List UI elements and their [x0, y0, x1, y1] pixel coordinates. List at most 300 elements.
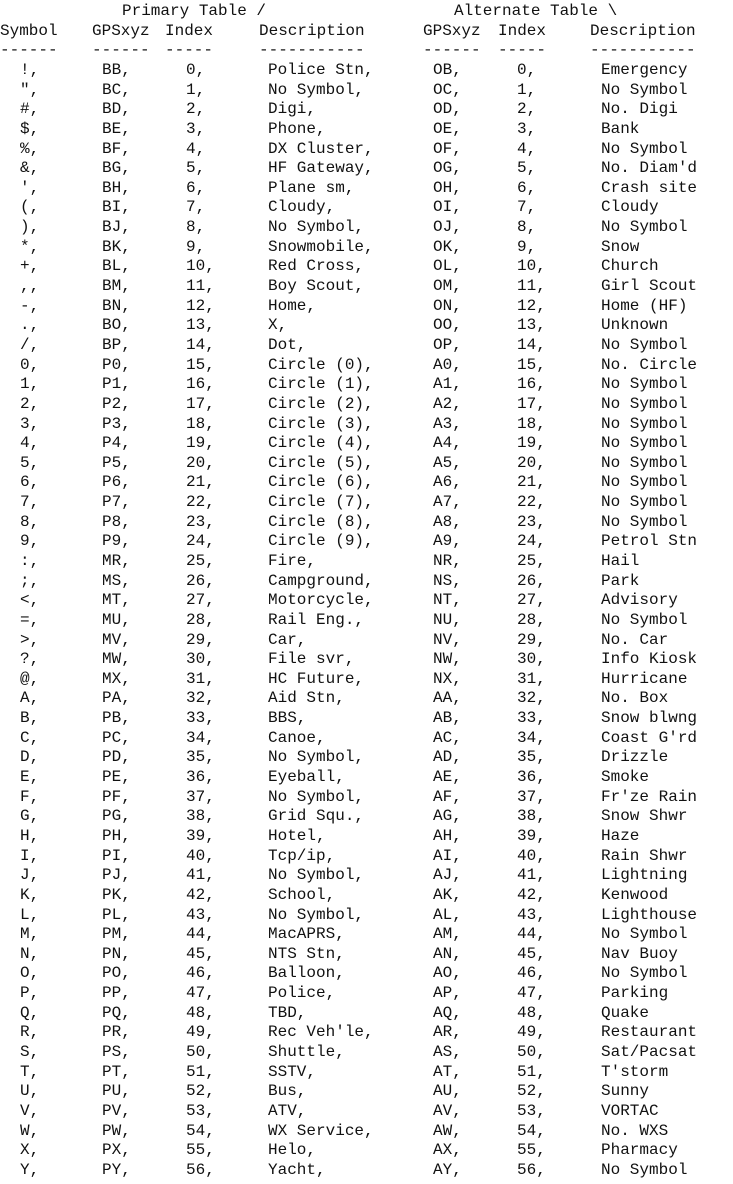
alternate-description-cell: No Symbol [601, 512, 688, 531]
alternate-gpsxyz-cell: OD, [433, 100, 462, 119]
alternate-gpsxyz-cell: AC, [433, 728, 462, 747]
alternate-index-cell: 36, [517, 768, 546, 787]
primary-index-cell: 47, [186, 984, 215, 1003]
primary-description-cell: Bus, [268, 1082, 307, 1101]
symbol-cell: 9, [20, 532, 40, 551]
primary-index-cell: 22, [186, 493, 215, 512]
alternate-index-cell: 16, [517, 375, 546, 394]
primary-gpsxyz-cell: PY, [102, 1160, 131, 1179]
primary-description-cell: SSTV, [268, 1062, 317, 1081]
alternate-gpsxyz-cell: AH, [433, 826, 462, 845]
alternate-description-cell: No Symbol [601, 394, 688, 413]
alternate-index-cell: 10, [517, 257, 546, 276]
table-row [0, 670, 733, 690]
primary-gpsxyz-cell: PH, [102, 826, 131, 845]
primary-description-cell: Tcp/ip, [268, 846, 336, 865]
primary-gpsxyz-cell: PB, [102, 709, 131, 728]
table-row [0, 257, 733, 277]
alternate-description-cell: Church [601, 257, 659, 276]
table-row [0, 140, 733, 160]
symbol-cell: U, [20, 1082, 40, 1101]
alternate-description-cell: Advisory [601, 591, 678, 610]
alternate-gpsxyz-cell: A1, [433, 375, 462, 394]
symbol-cell: A, [20, 689, 40, 708]
alternate-gpsxyz-cell: AW, [433, 1121, 462, 1140]
alternate-index-cell: 23, [517, 512, 546, 531]
primary-index-cell: 33, [186, 709, 215, 728]
primary-index-cell: 20, [186, 453, 215, 472]
primary-index-cell: 24, [186, 532, 215, 551]
alternate-index-cell: 41, [517, 866, 546, 885]
table-row [0, 729, 733, 749]
alternate-gpsxyz-cell: AN, [433, 944, 462, 963]
underline-primary-gpsxyz: ------ [92, 41, 150, 59]
primary-gpsxyz-cell: BD, [102, 100, 131, 119]
alternate-description-cell: No Symbol [601, 453, 688, 472]
alternate-description-cell: No Symbol [601, 493, 688, 512]
primary-index-cell: 32, [186, 689, 215, 708]
header-symbol: Symbol [0, 22, 58, 40]
primary-description-cell: NTS Stn, [268, 944, 345, 963]
primary-description-cell: Helo, [268, 1141, 317, 1160]
primary-index-cell: 2, [186, 100, 206, 119]
table-row [0, 375, 733, 395]
primary-index-cell: 48, [186, 1003, 215, 1022]
header-alternate-gpsxyz: GPSxyz [423, 22, 481, 40]
primary-description-cell: Phone, [268, 119, 326, 138]
symbol-cell: E, [20, 768, 40, 787]
primary-description-cell: Cloudy, [268, 198, 336, 217]
primary-index-cell: 23, [186, 512, 215, 531]
primary-index-cell: 16, [186, 375, 215, 394]
alternate-index-cell: 1, [517, 80, 537, 99]
symbol-cell: =, [20, 610, 40, 629]
alternate-index-cell: 21, [517, 473, 546, 492]
alternate-gpsxyz-cell: ON, [433, 296, 462, 315]
table-row [0, 631, 733, 651]
alternate-index-cell: 3, [517, 119, 537, 138]
alternate-index-cell: 44, [517, 925, 546, 944]
alternate-index-cell: 55, [517, 1141, 546, 1160]
alternate-index-cell: 40, [517, 846, 546, 865]
primary-gpsxyz-cell: PX, [102, 1141, 131, 1160]
symbol-cell: ,, [20, 277, 40, 296]
primary-description-cell: Digi, [268, 100, 317, 119]
primary-description-cell: X, [268, 316, 288, 335]
primary-gpsxyz-cell: PK, [102, 885, 131, 904]
alternate-gpsxyz-cell: AM, [433, 925, 462, 944]
alternate-description-cell: No Symbol [601, 610, 688, 629]
primary-index-cell: 42, [186, 885, 215, 904]
alternate-description-cell: No. WXS [601, 1121, 669, 1140]
alternate-index-cell: 2, [517, 100, 537, 119]
alternate-description-cell: Haze [601, 826, 640, 845]
alternate-description-cell: VORTAC [601, 1101, 659, 1120]
alternate-gpsxyz-cell: NX, [433, 669, 462, 688]
alternate-description-cell: No. Digi [601, 100, 678, 119]
symbol-cell: 8, [20, 512, 40, 531]
primary-index-cell: 36, [186, 768, 215, 787]
primary-description-cell: TBD, [268, 1003, 307, 1022]
primary-description-cell: Circle (5), [268, 453, 374, 472]
primary-gpsxyz-cell: P7, [102, 493, 131, 512]
alternate-description-cell: Pharmacy [601, 1141, 678, 1160]
primary-description-cell: Hotel, [268, 826, 326, 845]
symbol-cell: 2, [20, 394, 40, 413]
primary-description-cell: Police, [268, 984, 336, 1003]
primary-gpsxyz-cell: PL, [102, 905, 131, 924]
primary-description-cell: Dot, [268, 335, 307, 354]
header-primary-index: Index [165, 22, 214, 40]
primary-gpsxyz-cell: BO, [102, 316, 131, 335]
primary-index-cell: 6, [186, 178, 206, 197]
alternate-description-cell: Bank [601, 119, 640, 138]
primary-description-cell: Circle (9), [268, 532, 374, 551]
primary-gpsxyz-cell: PQ, [102, 1003, 131, 1022]
primary-gpsxyz-cell: PW, [102, 1121, 131, 1140]
header-primary-gpsxyz: GPSxyz [92, 22, 150, 40]
underline-alternate-index: ----- [498, 41, 547, 59]
alternate-description-cell: No. Box [601, 689, 669, 708]
alternate-gpsxyz-cell: OH, [433, 178, 462, 197]
symbol-cell: -, [20, 296, 40, 315]
primary-gpsxyz-cell: PR, [102, 1023, 131, 1042]
alternate-description-cell: Hail [601, 552, 640, 570]
symbol-cell: :, [20, 552, 40, 570]
table-row [0, 572, 733, 592]
alternate-index-cell: 53, [517, 1101, 546, 1120]
alternate-gpsxyz-cell: NT, [433, 591, 462, 610]
table-row [0, 415, 733, 435]
primary-index-cell: 17, [186, 394, 215, 413]
primary-index-cell: 38, [186, 807, 215, 826]
alternate-description-cell: Rain Shwr [601, 846, 688, 865]
alternate-description-cell: Fr'ze Rain [601, 787, 698, 806]
table-row [0, 218, 733, 238]
primary-description-cell: Circle (2), [268, 394, 374, 413]
symbol-cell: 1, [20, 375, 40, 394]
underline-alternate-description: ----------- [590, 41, 696, 59]
primary-gpsxyz-cell: PF, [102, 787, 131, 806]
primary-description-cell: No Symbol, [268, 787, 365, 806]
alternate-index-cell: 18, [517, 414, 546, 433]
symbol-cell: ;, [20, 571, 40, 590]
primary-description-cell: Circle (4), [268, 434, 374, 453]
symbol-cell: Q, [20, 1003, 40, 1022]
symbol-cell: L, [20, 905, 40, 924]
alternate-description-cell: Info Kiosk [601, 650, 698, 669]
alternate-description-cell: Hurricane [601, 669, 688, 688]
alternate-index-cell: 30, [517, 650, 546, 669]
alternate-gpsxyz-cell: AV, [433, 1101, 462, 1120]
table-row [0, 297, 733, 317]
alternate-index-cell: 9, [517, 237, 537, 256]
table-row [0, 611, 733, 631]
primary-description-cell: MacAPRS, [268, 925, 345, 944]
table-row [0, 945, 733, 965]
symbol-cell: R, [20, 1023, 40, 1042]
primary-index-cell: 21, [186, 473, 215, 492]
primary-gpsxyz-cell: PI, [102, 846, 131, 865]
alternate-description-cell: No Symbol [601, 473, 688, 492]
primary-description-cell: Rail Eng., [268, 610, 365, 629]
primary-gpsxyz-cell: PV, [102, 1101, 131, 1120]
symbol-cell: V, [20, 1101, 40, 1120]
alternate-description-cell: No Symbol [601, 1160, 688, 1179]
alternate-description-cell: No Symbol [601, 434, 688, 453]
table-row [0, 277, 733, 297]
alternate-gpsxyz-cell: A7, [433, 493, 462, 512]
primary-description-cell: No Symbol, [268, 866, 365, 885]
primary-gpsxyz-cell: P5, [102, 453, 131, 472]
table-row [0, 1102, 733, 1122]
alternate-description-cell: Petrol Stn [601, 532, 698, 551]
underline-primary-index: ----- [165, 41, 214, 59]
symbol-cell: ?, [20, 650, 40, 669]
alternate-gpsxyz-cell: OK, [433, 237, 462, 256]
primary-index-cell: 11, [186, 277, 215, 296]
table-row [0, 866, 733, 886]
primary-index-cell: 56, [186, 1160, 215, 1179]
alternate-index-cell: 45, [517, 944, 546, 963]
alternate-gpsxyz-cell: AB, [433, 709, 462, 728]
primary-description-cell: Canoe, [268, 728, 326, 747]
symbol-cell: @, [20, 669, 40, 688]
primary-gpsxyz-cell: P6, [102, 473, 131, 492]
alternate-description-cell: No Symbol [601, 80, 688, 99]
primary-description-cell: School, [268, 885, 336, 904]
primary-gpsxyz-cell: PA, [102, 689, 131, 708]
table-row [0, 198, 733, 218]
primary-index-cell: 1, [186, 80, 206, 99]
primary-description-cell: No Symbol, [268, 218, 365, 237]
primary-index-cell: 19, [186, 434, 215, 453]
primary-description-cell: Red Cross, [268, 257, 365, 276]
primary-description-cell: Grid Squ., [268, 807, 365, 826]
table-row [0, 532, 733, 552]
primary-gpsxyz-cell: PM, [102, 925, 131, 944]
primary-index-cell: 29, [186, 630, 215, 649]
symbol-cell: /, [20, 335, 40, 354]
table-row [0, 650, 733, 670]
alternate-description-cell: Coast G'rd [601, 728, 698, 747]
alternate-description-cell: Girl Scout [601, 277, 698, 296]
alternate-index-cell: 14, [517, 335, 546, 354]
alternate-index-cell: 15, [517, 355, 546, 374]
table-row [0, 1063, 733, 1083]
alternate-gpsxyz-cell: AO, [433, 964, 462, 983]
table-row [0, 454, 733, 474]
symbol-cell: O, [20, 964, 40, 983]
primary-index-cell: 41, [186, 866, 215, 885]
table-row [0, 807, 733, 827]
primary-gpsxyz-cell: MV, [102, 630, 131, 649]
primary-description-cell: Aid Stn, [268, 689, 345, 708]
alternate-gpsxyz-cell: OM, [433, 277, 462, 296]
primary-description-cell: No Symbol, [268, 748, 365, 767]
alternate-description-cell: Snow Shwr [601, 807, 688, 826]
alternate-description-cell: Lightning [601, 866, 688, 885]
primary-gpsxyz-cell: PD, [102, 748, 131, 767]
alternate-gpsxyz-cell: NS, [433, 571, 462, 590]
primary-gpsxyz-cell: BG, [102, 159, 131, 178]
alternate-index-cell: 11, [517, 277, 546, 296]
alternate-description-cell: No Symbol [601, 218, 688, 237]
alternate-gpsxyz-cell: AQ, [433, 1003, 462, 1022]
symbol-cell: P, [20, 984, 40, 1003]
alternate-gpsxyz-cell: A5, [433, 453, 462, 472]
alternate-index-cell: 4, [517, 139, 537, 158]
primary-gpsxyz-cell: BH, [102, 178, 131, 197]
primary-index-cell: 37, [186, 787, 215, 806]
primary-gpsxyz-cell: P4, [102, 434, 131, 453]
alternate-index-cell: 13, [517, 316, 546, 335]
alternate-gpsxyz-cell: AL, [433, 905, 462, 924]
alternate-description-cell: No. Diam'd [601, 159, 698, 178]
primary-gpsxyz-cell: P9, [102, 532, 131, 551]
primary-description-cell: HC Future, [268, 669, 365, 688]
alternate-gpsxyz-cell: AI, [433, 846, 462, 865]
primary-index-cell: 43, [186, 905, 215, 924]
alternate-index-cell: 46, [517, 964, 546, 983]
primary-gpsxyz-cell: BM, [102, 277, 131, 296]
alternate-gpsxyz-cell: OG, [433, 159, 462, 178]
symbol-cell: K, [20, 885, 40, 904]
primary-description-cell: Circle (8), [268, 512, 374, 531]
alternate-description-cell: Lighthouse [601, 905, 698, 924]
symbol-cell: <, [20, 591, 40, 610]
primary-description-cell: Boy Scout, [268, 277, 365, 296]
primary-gpsxyz-cell: PC, [102, 728, 131, 747]
symbol-cell: !, [20, 61, 40, 79]
alternate-description-cell: T'storm [601, 1062, 669, 1081]
primary-index-cell: 25, [186, 552, 215, 570]
alternate-gpsxyz-cell: OB, [433, 61, 462, 79]
symbol-cell: ', [20, 178, 40, 197]
alternate-index-cell: 52, [517, 1082, 546, 1101]
primary-gpsxyz-cell: BK, [102, 237, 131, 256]
alternate-description-cell: Cloudy [601, 198, 659, 217]
table-row [0, 748, 733, 768]
primary-description-cell: No Symbol, [268, 905, 365, 924]
primary-index-cell: 50, [186, 1043, 215, 1061]
symbol-cell: ), [20, 218, 40, 237]
table-row [0, 1004, 733, 1024]
alternate-index-cell: 22, [517, 493, 546, 512]
table-row [0, 906, 733, 926]
alternate-index-cell: 35, [517, 748, 546, 767]
primary-gpsxyz-cell: MW, [102, 650, 131, 669]
alternate-index-cell: 8, [517, 218, 537, 237]
alternate-index-cell: 43, [517, 905, 546, 924]
primary-index-cell: 9, [186, 237, 206, 256]
table-row [0, 81, 733, 101]
column-headers [0, 22, 733, 42]
alternate-index-cell: 7, [517, 198, 537, 217]
alternate-index-cell: 25, [517, 552, 546, 570]
primary-description-cell: WX Service, [268, 1121, 374, 1140]
primary-description-cell: File svr, [268, 650, 355, 669]
primary-gpsxyz-cell: BI, [102, 198, 131, 217]
symbol-cell: H, [20, 826, 40, 845]
table-row [0, 434, 733, 454]
primary-gpsxyz-cell: PU, [102, 1082, 131, 1101]
primary-index-cell: 7, [186, 198, 206, 217]
alternate-gpsxyz-cell: A9, [433, 532, 462, 551]
primary-index-cell: 8, [186, 218, 206, 237]
symbol-cell: 0, [20, 355, 40, 374]
primary-index-cell: 55, [186, 1141, 215, 1160]
underline-symbol: ------ [0, 41, 58, 59]
alternate-index-cell: 24, [517, 532, 546, 551]
primary-gpsxyz-cell: BL, [102, 257, 131, 276]
primary-table-title: Primary Table / [122, 2, 267, 20]
primary-description-cell: No Symbol, [268, 80, 365, 99]
symbol-cell: (, [20, 198, 40, 217]
symbol-cell: Y, [20, 1160, 40, 1179]
alternate-gpsxyz-cell: A2, [433, 394, 462, 413]
primary-description-cell: DX Cluster, [268, 139, 374, 158]
primary-description-cell: Car, [268, 630, 307, 649]
symbol-cell: >, [20, 630, 40, 649]
primary-index-cell: 46, [186, 964, 215, 983]
primary-gpsxyz-cell: PS, [102, 1043, 131, 1061]
alternate-description-cell: No Symbol [601, 414, 688, 433]
symbol-cell: $, [20, 119, 40, 138]
table-row [0, 768, 733, 788]
alternate-gpsxyz-cell: NU, [433, 610, 462, 629]
table-row [0, 984, 733, 1004]
alternate-description-cell: No Symbol [601, 375, 688, 394]
symbol-cell: X, [20, 1141, 40, 1160]
primary-gpsxyz-cell: PE, [102, 768, 131, 787]
primary-index-cell: 27, [186, 591, 215, 610]
primary-description-cell: Circle (3), [268, 414, 374, 433]
table-row [0, 1043, 733, 1063]
table-row [0, 827, 733, 847]
table-row [0, 179, 733, 199]
primary-description-cell: Circle (0), [268, 355, 374, 374]
symbol-cell: G, [20, 807, 40, 826]
alternate-description-cell: Restaurant [601, 1023, 698, 1042]
symbol-cell: S, [20, 1043, 40, 1061]
primary-gpsxyz-cell: PO, [102, 964, 131, 983]
alternate-gpsxyz-cell: OI, [433, 198, 462, 217]
alternate-description-cell: Smoke [601, 768, 650, 787]
primary-index-cell: 39, [186, 826, 215, 845]
alternate-gpsxyz-cell: AP, [433, 984, 462, 1003]
alternate-description-cell: Kenwood [601, 885, 669, 904]
alternate-index-cell: 5, [517, 159, 537, 178]
table-row [0, 925, 733, 945]
alternate-description-cell: No. Car [601, 630, 669, 649]
symbol-cell: W, [20, 1121, 40, 1140]
table-row [0, 1122, 733, 1142]
primary-index-cell: 40, [186, 846, 215, 865]
table-row [0, 886, 733, 906]
alternate-index-cell: 33, [517, 709, 546, 728]
primary-index-cell: 30, [186, 650, 215, 669]
primary-description-cell: Fire, [268, 552, 317, 570]
alternate-index-cell: 56, [517, 1160, 546, 1179]
alternate-description-cell: Snow blwng [601, 709, 698, 728]
symbol-cell: &, [20, 159, 40, 178]
alternate-table-title: Alternate Table \ [454, 2, 618, 20]
alternate-index-cell: 49, [517, 1023, 546, 1042]
primary-gpsxyz-cell: P3, [102, 414, 131, 433]
table-row [0, 100, 733, 120]
primary-index-cell: 54, [186, 1121, 215, 1140]
